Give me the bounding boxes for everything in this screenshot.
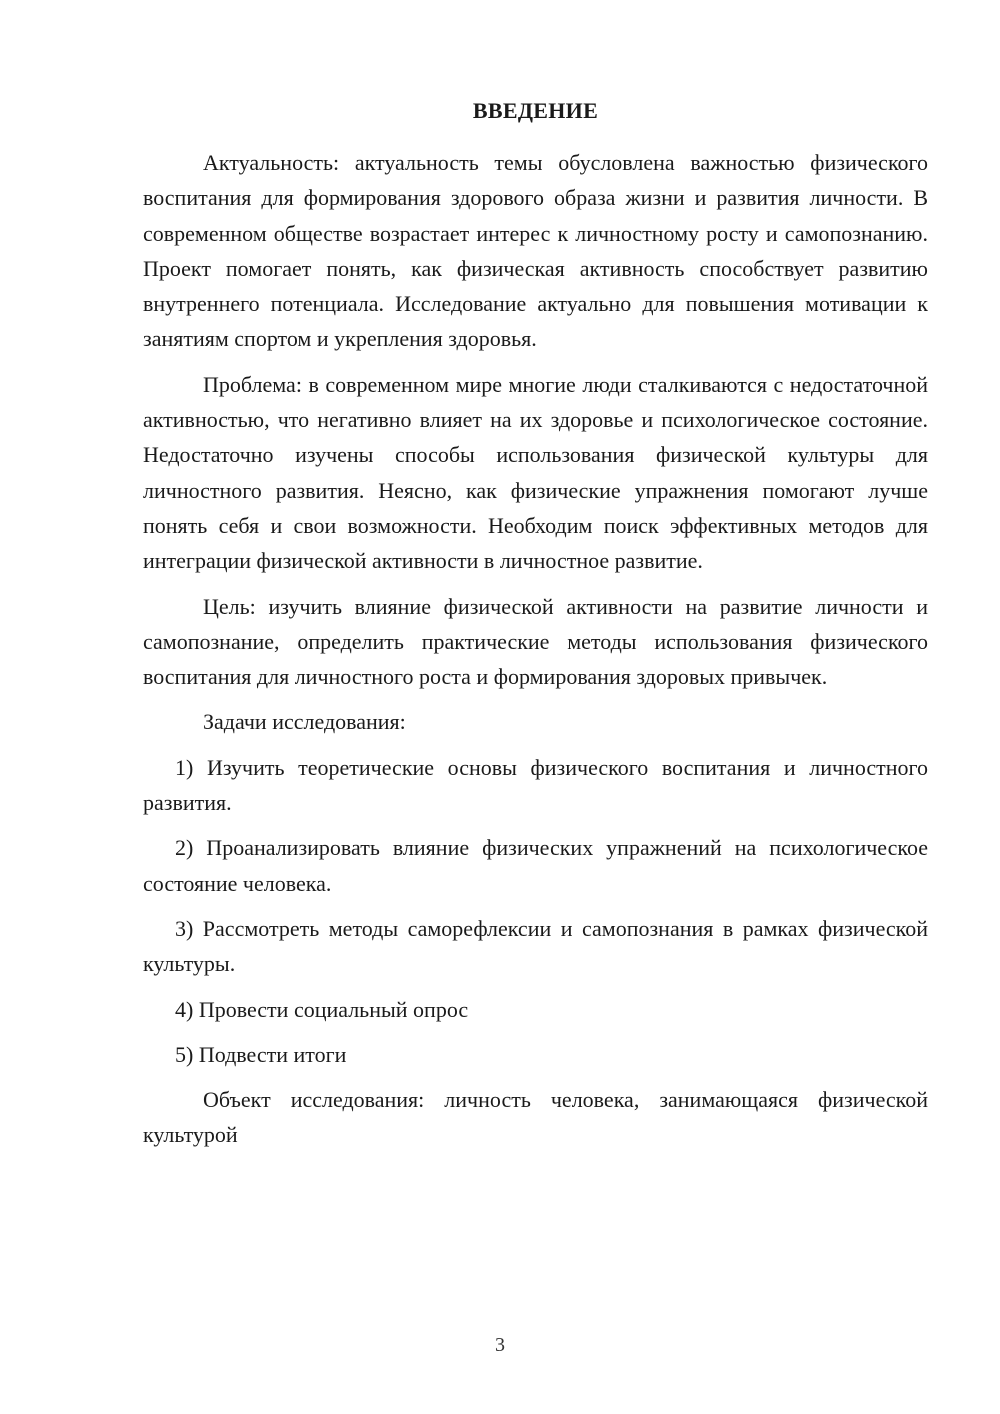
page-content	[143, 97, 928, 1163]
problem-paragraph: Проблема: в современном мире многие люди сталкиваются с недостаточной активностью, что негативно влияет на их здоровье и психологическое состояние. Недостаточно изучены способы использования физической культуры для личностного развития. Неясно, как физические упражнения помогают лучше понять себя и свои возможности. Необходим поиск эффективных методов для интеграции физической активности в личностное развитие.	[143, 371, 928, 574]
tasks-heading: Задачи исследования:	[203, 709, 406, 735]
task-item-4: 4) Провести социальный опрос	[175, 996, 469, 1022]
section-heading: ВВЕДЕНИЕ	[472, 98, 599, 123]
task-item-3: 3) Рассмотреть методы саморефлексии и самопознания в рамках физической культуры.	[143, 915, 928, 977]
task-item-5: 5) Подвести итоги	[175, 1041, 347, 1067]
object-paragraph: Объект исследования: личность человека, занимающаяся физической культурой	[143, 1087, 928, 1148]
page-number: 3	[495, 1334, 505, 1356]
task-item-2: 2) Проанализировать влияние физических упражнений на психологическое состояние человека.	[143, 835, 928, 896]
relevance-paragraph: Актуальность: актуальность темы обусловлена важностью физического воспитания для формирования здорового образа жизни и развития личности. В современном обществе возрастает интерес к личностному росту и самопознанию. Проект помогает понять, как физическая активность способствует развитию внутреннего потенциала. Исследование актуально для повышения мотивации к занятиям спортом и укрепления здоровья.	[143, 150, 928, 352]
goal-paragraph: Цель: изучить влияние физической активности на развитие личности и самопознание, определить практические методы использования физического воспитания для личностного роста и формирования здоровых привычек.	[143, 593, 928, 690]
task-item-1: 1) Изучить теоретические основы физического воспитания и личностного развития.	[143, 754, 928, 816]
